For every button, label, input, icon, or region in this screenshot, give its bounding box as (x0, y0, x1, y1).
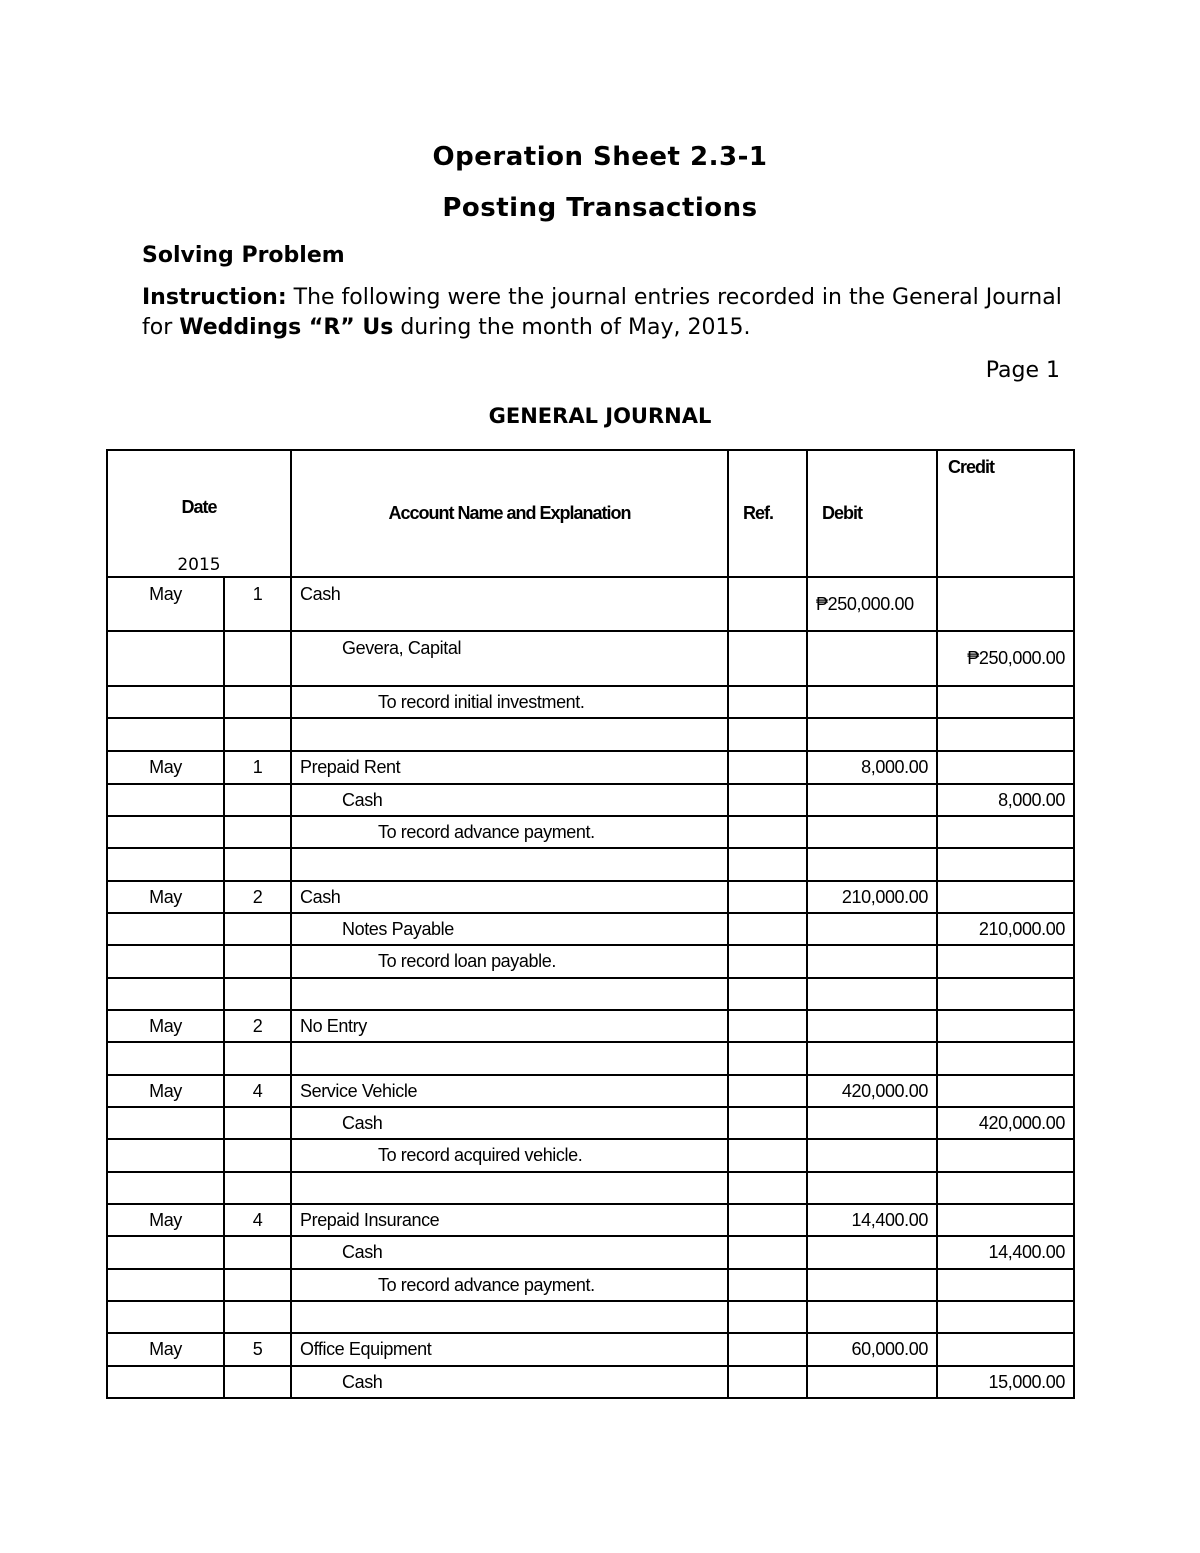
ref-cell (728, 1333, 807, 1366)
table-row (107, 1139, 1074, 1172)
debit-cell (807, 1172, 937, 1204)
ref-cell (728, 1236, 807, 1269)
debit-cell (807, 1042, 937, 1075)
table-row (107, 1172, 1074, 1204)
date-month-cell: May (107, 1075, 224, 1107)
date-month-cell (107, 1301, 224, 1333)
date-day-cell (224, 978, 291, 1010)
table-row (107, 913, 1074, 945)
instruction-text-1: The following were the journal entries recorded in the General Journal for (142, 285, 1062, 340)
date-month-cell (107, 816, 224, 848)
credit-cell (937, 978, 1074, 1010)
account-cell: Cash (291, 1107, 728, 1139)
debit-cell (807, 1236, 937, 1269)
date-day-cell: 4 (224, 1204, 291, 1236)
debit-cell (807, 978, 937, 1010)
date-month-cell (107, 718, 224, 751)
credit-cell (937, 751, 1074, 784)
date-month-cell (107, 784, 224, 816)
debit-cell (807, 1107, 937, 1139)
ref-cell (728, 1301, 807, 1333)
date-month-cell: May (107, 1010, 224, 1042)
debit-cell: ₱250,000.00 (807, 577, 937, 631)
date-month-cell (107, 686, 224, 718)
credit-cell (937, 1042, 1074, 1075)
journal-title: GENERAL JOURNAL (488, 404, 712, 428)
account-cell: To record advance payment. (291, 1269, 728, 1301)
credit-cell: 420,000.00 (937, 1107, 1074, 1139)
credit-cell (937, 1333, 1074, 1366)
date-month-cell: May (107, 751, 224, 784)
debit-cell (807, 848, 937, 881)
table-row (107, 718, 1074, 751)
date-month-cell: May (107, 881, 224, 913)
account-cell: Cash (291, 577, 728, 631)
account-cell: Cash (291, 881, 728, 913)
table-row (107, 784, 1074, 816)
credit-cell: 14,400.00 (937, 1236, 1074, 1269)
account-cell: Prepaid Insurance (291, 1204, 728, 1236)
debit-cell (807, 1139, 937, 1172)
table-row (107, 1236, 1074, 1269)
table-row (107, 1204, 1074, 1236)
journal-body (107, 577, 1074, 1398)
account-cell: Cash (291, 1366, 728, 1398)
account-column-header: Account Name and Explanation (291, 450, 728, 577)
debit-cell (807, 913, 937, 945)
ref-cell (728, 1204, 807, 1236)
account-cell: Cash (291, 784, 728, 816)
account-cell: Cash (291, 1236, 728, 1269)
date-month-cell: May (107, 577, 224, 631)
credit-cell (937, 1301, 1074, 1333)
debit-cell: 420,000.00 (807, 1075, 937, 1107)
debit-cell (807, 945, 937, 978)
credit-cell (937, 848, 1074, 881)
table-header-row (107, 450, 1074, 577)
debit-cell (807, 1301, 937, 1333)
date-day-cell (224, 1269, 291, 1301)
ref-cell (728, 816, 807, 848)
date-day-cell: 1 (224, 751, 291, 784)
debit-cell: 8,000.00 (807, 751, 937, 784)
date-column-header (107, 450, 291, 577)
credit-cell (937, 1269, 1074, 1301)
ref-cell (728, 631, 807, 686)
date-day-cell: 4 (224, 1075, 291, 1107)
instruction-paragraph (142, 283, 1072, 343)
date-day-cell (224, 686, 291, 718)
date-month-cell: May (107, 1333, 224, 1366)
date-day-cell: 2 (224, 881, 291, 913)
debit-column-header: Debit (807, 450, 937, 577)
date-month-cell (107, 1042, 224, 1075)
date-month-cell (107, 1107, 224, 1139)
date-day-cell (224, 1107, 291, 1139)
account-cell: To record advance payment. (291, 816, 728, 848)
date-header-label: Date (181, 497, 217, 517)
debit-cell (807, 816, 937, 848)
date-day-cell: 5 (224, 1333, 291, 1366)
credit-cell (937, 881, 1074, 913)
credit-cell: 210,000.00 (937, 913, 1074, 945)
debit-cell (807, 784, 937, 816)
date-day-cell (224, 631, 291, 686)
date-month-cell (107, 1139, 224, 1172)
date-month-cell (107, 1172, 224, 1204)
sheet-subtitle: Posting Transactions (442, 193, 758, 223)
date-month-cell (107, 1366, 224, 1398)
date-day-cell (224, 1236, 291, 1269)
date-month-cell: May (107, 1204, 224, 1236)
account-cell: Office Equipment (291, 1333, 728, 1366)
credit-cell (937, 816, 1074, 848)
date-month-cell (107, 913, 224, 945)
ref-column-header: Ref. (728, 450, 807, 577)
ref-cell (728, 978, 807, 1010)
instruction-text-2: during the month of May, 2015. (393, 315, 751, 340)
table-row (107, 751, 1074, 784)
ref-cell (728, 1042, 807, 1075)
ref-cell (728, 1366, 807, 1398)
date-day-cell (224, 1172, 291, 1204)
account-cell: To record initial investment. (291, 686, 728, 718)
debit-cell (807, 686, 937, 718)
table-row (107, 816, 1074, 848)
date-day-cell: 1 (224, 577, 291, 631)
table-row (107, 631, 1074, 686)
table-row (107, 1366, 1074, 1398)
credit-cell (937, 686, 1074, 718)
credit-cell (937, 1204, 1074, 1236)
table-row (107, 1107, 1074, 1139)
table-row (107, 577, 1074, 631)
credit-column-header: Credit (937, 450, 1074, 577)
account-cell (291, 1042, 728, 1075)
account-cell: Service Vehicle (291, 1075, 728, 1107)
ref-cell (728, 1010, 807, 1042)
account-cell: Prepaid Rent (291, 751, 728, 784)
account-cell (291, 978, 728, 1010)
date-month-cell (107, 631, 224, 686)
debit-cell: 14,400.00 (807, 1204, 937, 1236)
account-cell: To record acquired vehicle. (291, 1139, 728, 1172)
date-day-cell (224, 784, 291, 816)
account-cell (291, 1301, 728, 1333)
account-cell (291, 1172, 728, 1204)
table-row (107, 1269, 1074, 1301)
credit-cell (937, 1172, 1074, 1204)
general-journal-table (106, 449, 1075, 1399)
ref-cell (728, 881, 807, 913)
company-name: Weddings “R” Us (179, 315, 394, 340)
date-day-cell (224, 1366, 291, 1398)
date-month-cell (107, 945, 224, 978)
date-month-cell (107, 848, 224, 881)
credit-cell (937, 1139, 1074, 1172)
ref-cell (728, 1107, 807, 1139)
credit-cell: 8,000.00 (937, 784, 1074, 816)
table-row (107, 945, 1074, 978)
ref-cell (728, 718, 807, 751)
debit-cell: 210,000.00 (807, 881, 937, 913)
credit-cell: 15,000.00 (937, 1366, 1074, 1398)
ref-cell (728, 1172, 807, 1204)
date-month-cell (107, 978, 224, 1010)
table-row (107, 1042, 1074, 1075)
credit-cell (937, 945, 1074, 978)
account-cell: Gevera, Capital (291, 631, 728, 686)
table-row (107, 1075, 1074, 1107)
credit-cell (937, 1075, 1074, 1107)
ref-cell (728, 1139, 807, 1172)
debit-cell (807, 718, 937, 751)
ref-cell (728, 784, 807, 816)
date-day-cell (224, 816, 291, 848)
date-day-cell (224, 1301, 291, 1333)
credit-cell (937, 718, 1074, 751)
date-month-cell (107, 1269, 224, 1301)
date-day-cell: 2 (224, 1010, 291, 1042)
account-cell (291, 718, 728, 751)
table-row (107, 1301, 1074, 1333)
date-day-cell (224, 1042, 291, 1075)
table-row (107, 978, 1074, 1010)
account-cell (291, 848, 728, 881)
ref-cell (728, 848, 807, 881)
section-heading: Solving Problem (142, 243, 345, 268)
debit-cell: 60,000.00 (807, 1333, 937, 1366)
ref-cell (728, 913, 807, 945)
table-row (107, 1333, 1074, 1366)
date-day-cell (224, 718, 291, 751)
table-row (107, 1010, 1074, 1042)
debit-cell (807, 1010, 937, 1042)
date-day-cell (224, 913, 291, 945)
date-day-cell (224, 1139, 291, 1172)
table-row (107, 686, 1074, 718)
ref-cell (728, 1075, 807, 1107)
debit-cell (807, 1269, 937, 1301)
date-day-cell (224, 848, 291, 881)
ref-cell (728, 686, 807, 718)
date-month-cell (107, 1236, 224, 1269)
account-cell: To record loan payable. (291, 945, 728, 978)
instruction-label: Instruction: (142, 285, 287, 310)
account-cell: No Entry (291, 1010, 728, 1042)
account-cell: Notes Payable (291, 913, 728, 945)
date-day-cell (224, 945, 291, 978)
debit-cell (807, 631, 937, 686)
ref-cell (728, 1269, 807, 1301)
page-number: Page 1 (985, 358, 1060, 383)
ref-cell (728, 751, 807, 784)
year-label: 2015 (177, 555, 221, 575)
table-row (107, 881, 1074, 913)
credit-cell: ₱250,000.00 (937, 631, 1074, 686)
ref-cell (728, 945, 807, 978)
credit-cell (937, 577, 1074, 631)
ref-cell (728, 577, 807, 631)
credit-cell (937, 1010, 1074, 1042)
table-row (107, 848, 1074, 881)
debit-cell (807, 1366, 937, 1398)
sheet-title: Operation Sheet 2.3-1 (432, 142, 768, 172)
